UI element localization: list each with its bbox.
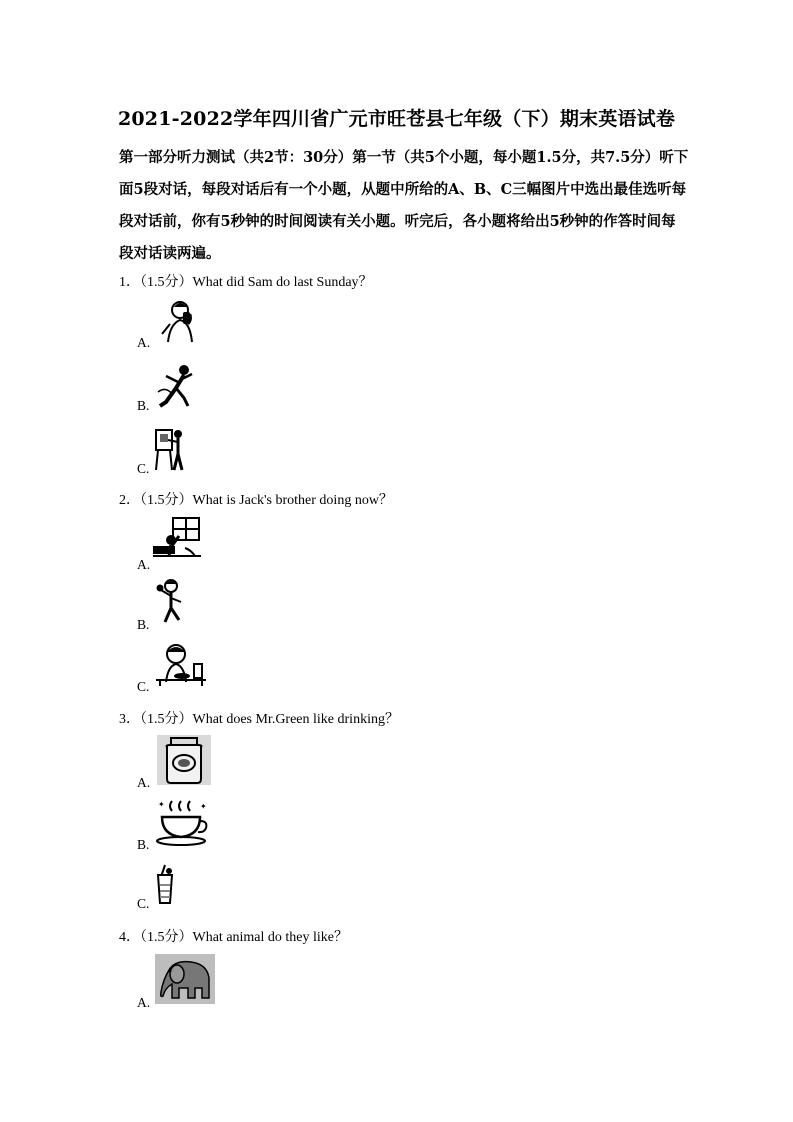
question-3 bbox=[119, 708, 399, 728]
elephant-icon[interactable] bbox=[155, 954, 215, 1004]
question-2 bbox=[119, 489, 393, 509]
question-text: What does Mr.Green like drinking？ bbox=[192, 712, 399, 727]
question-text: What animal do they like？ bbox=[192, 930, 349, 945]
person-eating-at-table-icon[interactable] bbox=[154, 642, 208, 688]
person-on-phone-icon[interactable] bbox=[154, 298, 202, 346]
option-label[interactable]: A. bbox=[137, 995, 151, 1010]
instruction-line: 段对话前，你有5秒钟的时间阅读有关小题。听完后，各小题将给出5秒钟的作答时间每 bbox=[119, 213, 676, 230]
question-score: （1.5分） bbox=[140, 930, 193, 945]
question-score: （1.5分） bbox=[140, 275, 193, 290]
question-score: （1.5分） bbox=[140, 712, 193, 727]
person-dancing-icon[interactable] bbox=[154, 362, 196, 408]
question-number: 3． bbox=[119, 712, 140, 727]
question-number: 4． bbox=[119, 930, 140, 945]
question-text: What did Sam do last Sunday？ bbox=[192, 275, 373, 290]
instruction-line: 段对话读两遍。 bbox=[119, 245, 221, 262]
question-4 bbox=[119, 926, 348, 946]
option-label[interactable]: A. bbox=[137, 335, 151, 350]
option-label[interactable]: B. bbox=[137, 617, 150, 632]
option-label[interactable]: A. bbox=[137, 557, 151, 572]
question-score: （1.5分） bbox=[140, 493, 193, 508]
option-label[interactable]: B. bbox=[137, 398, 150, 413]
jar-icon[interactable] bbox=[157, 735, 211, 785]
tea-cup-icon[interactable] bbox=[154, 797, 212, 847]
person-painting-icon[interactable] bbox=[154, 424, 188, 472]
option-label[interactable]: C. bbox=[137, 896, 150, 911]
option-label[interactable]: C. bbox=[137, 679, 150, 694]
question-1 bbox=[119, 271, 373, 291]
section-instructions bbox=[119, 142, 689, 270]
question-number: 2． bbox=[119, 493, 140, 508]
question-text: What is Jack's brother doing now？ bbox=[192, 493, 393, 508]
page-title: 2021-2022学年四川省广元市旺苍县七年级（下）期末英语试卷 bbox=[117, 108, 676, 130]
person-playing-ball-icon[interactable] bbox=[155, 578, 185, 626]
question-number: 1． bbox=[119, 275, 140, 290]
option-label[interactable]: A. bbox=[137, 775, 151, 790]
instruction-line: 第一部分听力测试（共2节：30分）第一节（共5个小题，每小题1.5分，共7.5分）听下 bbox=[119, 149, 689, 166]
juice-glass-icon[interactable] bbox=[155, 863, 175, 905]
svg-text:✦: ✦ bbox=[158, 800, 165, 809]
option-label[interactable]: B. bbox=[137, 837, 150, 852]
svg-text:✦: ✦ bbox=[200, 802, 207, 811]
option-label[interactable]: C. bbox=[137, 461, 150, 476]
instruction-line: 面5段对话，每段对话后有一个小题，从题中所给的A、B、C三幅图片中选出最佳选听每 bbox=[119, 181, 687, 198]
person-cleaning-window-icon[interactable] bbox=[151, 516, 203, 564]
